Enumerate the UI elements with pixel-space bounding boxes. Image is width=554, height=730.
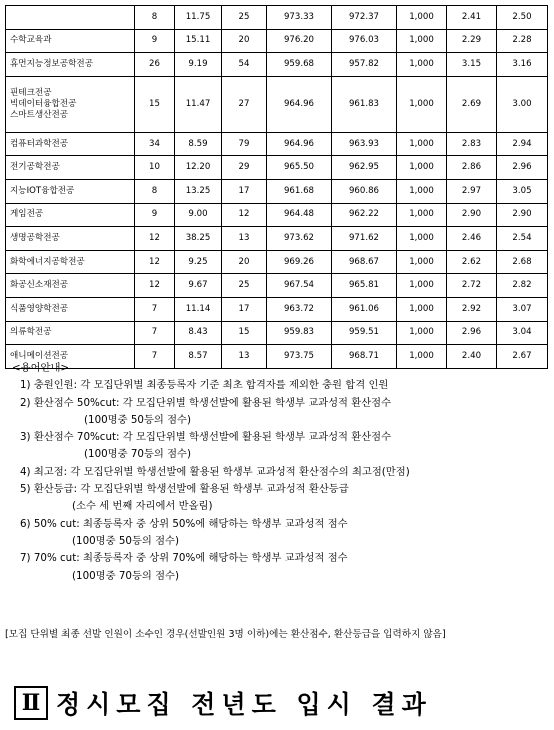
terminology-item: 6) 50% cut: 최종등록자 중 상위 50%에 해당하는 학생부 교과성적 점수: [20, 517, 348, 530]
value-cell: 2.82: [497, 274, 548, 298]
table-row: [6, 321, 548, 345]
value-cell: 26: [135, 53, 175, 77]
department-cell: [6, 6, 135, 30]
terminology-heading: <용어안내>: [12, 362, 70, 374]
department-cell: 애니메이션전공: [6, 345, 135, 369]
value-cell: 962.95: [332, 156, 397, 180]
value-cell: 9.19: [175, 53, 222, 77]
value-cell: 959.51: [332, 321, 397, 345]
value-cell: 1,000: [397, 345, 447, 369]
table-row: [6, 156, 548, 180]
value-cell: 961.68: [267, 179, 332, 203]
value-cell: 3.15: [447, 53, 497, 77]
value-cell: 79: [222, 132, 267, 156]
value-cell: 8: [135, 179, 175, 203]
value-cell: 2.92: [447, 297, 497, 321]
value-cell: 13: [222, 227, 267, 251]
value-cell: 973.33: [267, 6, 332, 30]
value-cell: 27: [222, 76, 267, 132]
value-cell: 2.50: [497, 6, 548, 30]
value-cell: 959.68: [267, 53, 332, 77]
table-row: [6, 53, 548, 77]
terminology-item: 7) 70% cut: 최종등록자 중 상위 70%에 해당하는 학생부 교과성적 점수: [20, 552, 348, 565]
value-cell: 2.90: [447, 203, 497, 227]
value-cell: 964.96: [267, 132, 332, 156]
value-cell: 8.43: [175, 321, 222, 345]
department-cell: 의류학전공: [6, 321, 135, 345]
value-cell: 2.97: [447, 179, 497, 203]
value-cell: 964.48: [267, 203, 332, 227]
value-cell: 9.67: [175, 274, 222, 298]
value-cell: 12: [222, 203, 267, 227]
value-cell: 10: [135, 156, 175, 180]
value-cell: 2.29: [447, 29, 497, 53]
value-cell: 17: [222, 297, 267, 321]
table-row: [6, 29, 548, 53]
value-cell: 11.75: [175, 6, 222, 30]
value-cell: 8: [135, 6, 175, 30]
value-cell: 1,000: [397, 156, 447, 180]
terminology-item: 3) 환산점수 70%cut: 각 모집단위별 학생선발에 활용된 학생부 교과성적 환산점수: [20, 431, 392, 444]
value-cell: 2.83: [447, 132, 497, 156]
value-cell: 20: [222, 29, 267, 53]
value-cell: 1,000: [397, 203, 447, 227]
department-cell: 수학교육과: [6, 29, 135, 53]
value-cell: 2.40: [447, 345, 497, 369]
section-title: 정시모집 전년도 입시 결과: [56, 690, 432, 719]
value-cell: 25: [222, 274, 267, 298]
value-cell: 2.62: [447, 250, 497, 274]
value-cell: 9: [135, 29, 175, 53]
value-cell: 9.25: [175, 250, 222, 274]
value-cell: 962.22: [332, 203, 397, 227]
value-cell: 968.67: [332, 250, 397, 274]
value-cell: 3.05: [497, 179, 548, 203]
value-cell: 1,000: [397, 76, 447, 132]
value-cell: 964.96: [267, 76, 332, 132]
department-cell: 식품영양학전공: [6, 297, 135, 321]
value-cell: 20: [222, 250, 267, 274]
value-cell: 1,000: [397, 179, 447, 203]
section-heading: [14, 683, 432, 723]
value-cell: 1,000: [397, 274, 447, 298]
value-cell: 3.16: [497, 53, 548, 77]
department-cell: 전기공학전공: [6, 156, 135, 180]
table-row: [6, 6, 548, 30]
value-cell: 34: [135, 132, 175, 156]
value-cell: 2.46: [447, 227, 497, 251]
value-cell: 7: [135, 297, 175, 321]
terminology-item-detail: (100명중 70등의 점수): [72, 569, 180, 582]
terminology-item-detail: (100명중 70등의 점수): [84, 448, 192, 461]
value-cell: 7: [135, 321, 175, 345]
value-cell: 971.62: [332, 227, 397, 251]
value-cell: 968.71: [332, 345, 397, 369]
value-cell: 961.06: [332, 297, 397, 321]
value-cell: 15: [222, 321, 267, 345]
value-cell: 15.11: [175, 29, 222, 53]
department-cell: 게임전공: [6, 203, 135, 227]
value-cell: 1,000: [397, 6, 447, 30]
table-row: [6, 297, 548, 321]
terminology-item-detail: (100명중 50등의 점수): [72, 534, 180, 547]
value-cell: 957.82: [332, 53, 397, 77]
value-cell: 1,000: [397, 297, 447, 321]
value-cell: 29: [222, 156, 267, 180]
value-cell: 959.83: [267, 321, 332, 345]
value-cell: 967.54: [267, 274, 332, 298]
value-cell: 1,000: [397, 29, 447, 53]
value-cell: 976.20: [267, 29, 332, 53]
value-cell: 12: [135, 227, 175, 251]
value-cell: 12.20: [175, 156, 222, 180]
footnote: [모집 단위별 최종 선발 인원이 소수인 경우(선발인원 3명 이하)에는 환산점수, 환산등급을 입력하지 않음]: [5, 629, 446, 640]
value-cell: 2.96: [497, 156, 548, 180]
table-row: [6, 250, 548, 274]
value-cell: 2.68: [497, 250, 548, 274]
table-row: [6, 274, 548, 298]
value-cell: 976.03: [332, 29, 397, 53]
terminology-guide: [12, 360, 552, 585]
value-cell: 3.07: [497, 297, 548, 321]
value-cell: 2.54: [497, 227, 548, 251]
value-cell: 9.00: [175, 203, 222, 227]
value-cell: 17: [222, 179, 267, 203]
value-cell: 11.47: [175, 76, 222, 132]
value-cell: 8.59: [175, 132, 222, 156]
table-row: [6, 203, 548, 227]
table-row: [6, 227, 548, 251]
department-cell: 지능IOT융합전공: [6, 179, 135, 203]
value-cell: 2.72: [447, 274, 497, 298]
terminology-item-detail: (100명중 50등의 점수): [84, 413, 192, 426]
admission-results-table: [5, 5, 548, 369]
value-cell: 7: [135, 345, 175, 369]
value-cell: 973.62: [267, 227, 332, 251]
value-cell: 2.41: [447, 6, 497, 30]
terminology-item: 1) 충원인원: 각 모집단위별 최종등록자 기준 최초 합격자를 제외한 충원 합격 인원: [20, 379, 389, 392]
value-cell: 11.14: [175, 297, 222, 321]
value-cell: 25: [222, 6, 267, 30]
value-cell: 2.67: [497, 345, 548, 369]
value-cell: 960.86: [332, 179, 397, 203]
value-cell: 2.86: [447, 156, 497, 180]
department-cell: 휴먼지능정보공학전공: [6, 53, 135, 77]
department-cell: 핀테크전공 빅데이터융합전공 스마트생산전공: [6, 76, 135, 132]
value-cell: 3.00: [497, 76, 548, 132]
value-cell: 2.28: [497, 29, 548, 53]
department-cell: 생명공학전공: [6, 227, 135, 251]
terminology-item-detail: (소수 세 번째 자리에서 반올림): [72, 500, 213, 513]
value-cell: 13.25: [175, 179, 222, 203]
value-cell: 9: [135, 203, 175, 227]
terminology-item: 2) 환산점수 50%cut: 각 모집단위별 학생선발에 활용된 학생부 교과성적 환산점수: [20, 396, 392, 409]
value-cell: 1,000: [397, 132, 447, 156]
value-cell: 965.50: [267, 156, 332, 180]
department-cell: 화학에너지공학전공: [6, 250, 135, 274]
terminology-item: 4) 최고점: 각 모집단위별 학생선발에 활용된 학생부 교과성적 환산점수의 최고점(만점): [20, 465, 410, 478]
value-cell: 3.04: [497, 321, 548, 345]
value-cell: 1,000: [397, 250, 447, 274]
table-row: [6, 179, 548, 203]
value-cell: 54: [222, 53, 267, 77]
table-body: [6, 6, 548, 369]
value-cell: 38.25: [175, 227, 222, 251]
department-cell: 화공신소재전공: [6, 274, 135, 298]
value-cell: 963.93: [332, 132, 397, 156]
value-cell: 2.96: [447, 321, 497, 345]
value-cell: 965.81: [332, 274, 397, 298]
value-cell: 961.83: [332, 76, 397, 132]
value-cell: 973.75: [267, 345, 332, 369]
table-row: [6, 76, 548, 132]
value-cell: 972.37: [332, 6, 397, 30]
terminology-list: [12, 377, 552, 585]
value-cell: 15: [135, 76, 175, 132]
value-cell: 13: [222, 345, 267, 369]
terminology-item: 5) 환산등급: 각 모집단위별 학생선발에 활용된 학생부 교과성적 환산등급: [20, 483, 349, 496]
department-cell: 컴퓨터과학전공: [6, 132, 135, 156]
value-cell: 2.94: [497, 132, 548, 156]
value-cell: 12: [135, 274, 175, 298]
value-cell: 1,000: [397, 53, 447, 77]
value-cell: 2.69: [447, 76, 497, 132]
value-cell: 1,000: [397, 321, 447, 345]
section-numeral: Ⅱ: [14, 686, 48, 720]
value-cell: 1,000: [397, 227, 447, 251]
value-cell: 8.57: [175, 345, 222, 369]
value-cell: 2.90: [497, 203, 548, 227]
table-row: [6, 132, 548, 156]
value-cell: 12: [135, 250, 175, 274]
value-cell: 969.26: [267, 250, 332, 274]
value-cell: 963.72: [267, 297, 332, 321]
